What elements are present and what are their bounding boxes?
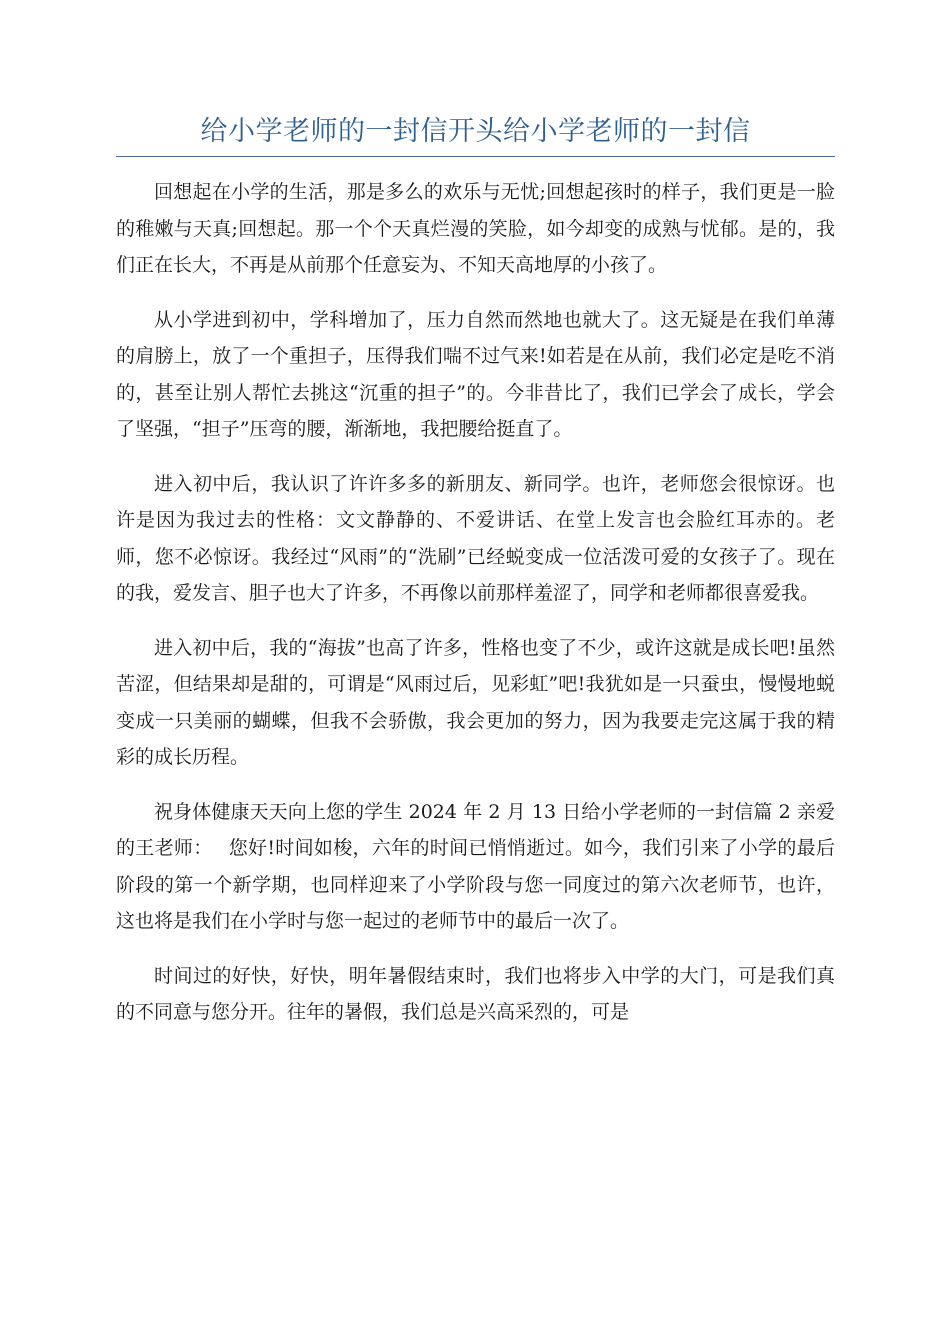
paragraph-4: 进入初中后，我的“海拔”也高了许多，性格也变了不少，或许这就是成长吧!虽然苦涩，但结果却是甜的，可谓是“风雨过后，见彩虹”吧!我犹如是一只蚕虫，慢慢地蜕变成一只美丽的蝴蝶，但我不会骄傲，我会更加的努力，因为我要走完这属于我的精彩的成长历程。 (116, 636, 835, 768)
document-title: 给小学老师的一封信开头给小学老师的一封信 (200, 116, 751, 147)
document-body (116, 174, 835, 1049)
paragraph-5: 祝身体健康天天向上您的学生 2024 年 2 月 13 日给小学老师的一封信篇 2 亲爱的王老师： 您好!时间如梭，六年的时间已悄悄逝过。如今，我们引来了小学的最后阶段的第一个新学期，也同样迎来了小学阶段与您一同度过的第六次老师节，也许，这也将是我们在小学时与您一起过的老师节中的最后一次了。 (116, 800, 835, 932)
paragraph-6: 时间过的好快，好快，明年暑假结束时，我们也将步入中学的大门，可是我们真的不同意与您分开。往年的暑假，我们总是兴高采烈的，可是 (116, 964, 835, 1023)
paragraph-1: 回想起在小学的生活，那是多么的欢乐与无忧;回想起孩时的样子，我们更是一脸的稚嫩与天真;回想起。那一个个天真烂漫的笑脸，如今却变的成熟与忧郁。是的，我们正在长大，不再是从前那个任意妄为、不知天高地厚的小孩了。 (116, 181, 835, 276)
title-block (116, 112, 835, 157)
paragraph-2: 从小学进到初中，学科增加了，压力自然而然地也就大了。这无疑是在我们单薄的肩膀上，放了一个重担子，压得我们喘不过气来!如若是在从前，我们必定是吃不消的，甚至让别人帮忙去挑这“沉重的担子”的。今非昔比了，我们已学会了成长，学会了坚强，“担子”压弯的腰，渐渐地，我把腰给挺直了。 (116, 308, 835, 440)
paragraph-3: 进入初中后，我认识了许许多多的新朋友、新同学。也许，老师您会很惊讶。也许是因为我过去的性格：文文静静的、不爱讲话、在堂上发言也会脸红耳赤的。老师，您不必惊讶。我经过“风雨”的“洗刷”已经蜕变成一位活泼可爱的女孩子了。现在的我，爱发言、胆子也大了许多，不再像以前那样羞涩了，同学和老师都很喜爱我。 (116, 472, 835, 604)
